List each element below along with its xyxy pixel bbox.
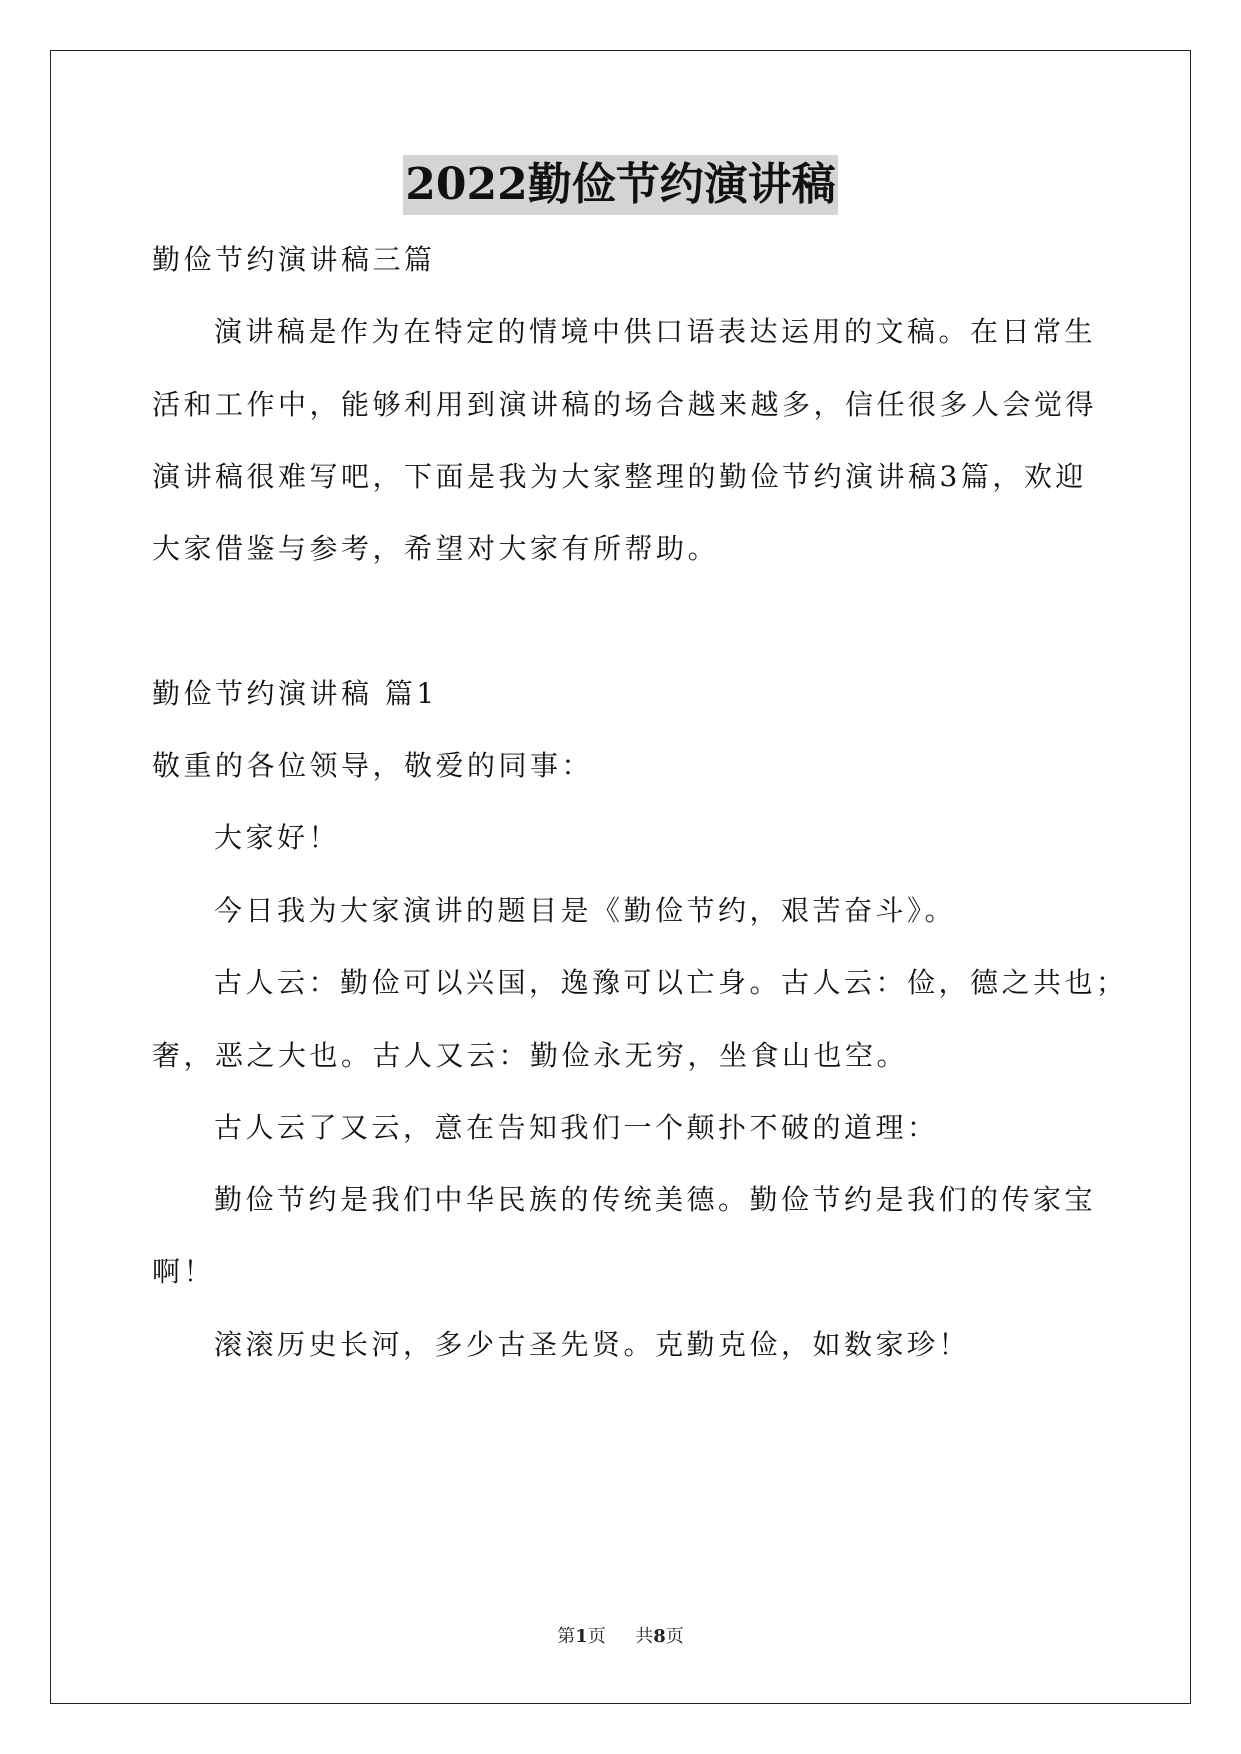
document-title: 2022勤俭节约演讲稿 xyxy=(403,155,837,215)
page-prefix: 第 xyxy=(557,1626,576,1647)
section-heading: 勤俭节约演讲稿 篇1 xyxy=(152,677,438,710)
page-suffix: 页 xyxy=(587,1626,606,1647)
body-line-3: 奢，恶之大也。古人又云：勤俭永无穷，坐食山也空。 xyxy=(152,1039,909,1072)
intro-line-3: 演讲稿很难写吧，下面是我为大家整理的勤俭节约演讲稿3篇，欢迎 xyxy=(152,460,1087,493)
page-indicator xyxy=(557,1625,606,1649)
total-suffix: 页 xyxy=(665,1626,684,1647)
body-line-2: 古人云：勤俭可以兴国，逸豫可以亡身。古人云：俭，德之共也； xyxy=(214,966,1128,999)
page-border xyxy=(50,50,1191,1704)
title-container xyxy=(0,155,1241,215)
intro-line-1: 演讲稿是作为在特定的情境中供口语表达运用的文稿。在日常生 xyxy=(214,315,1097,348)
salutation: 敬重的各位领导，敬爱的同事： xyxy=(152,749,594,782)
intro-line-4: 大家借鉴与参考，希望对大家有所帮助。 xyxy=(152,532,720,565)
total-prefix: 共 xyxy=(635,1626,654,1647)
total-pages-indicator xyxy=(635,1625,684,1649)
page-number: 1 xyxy=(575,1626,588,1647)
body-line-7: 滚滚历史长河，多少古圣先贤。克勤克俭，如数家珍！ xyxy=(214,1328,971,1361)
total-pages: 8 xyxy=(653,1626,666,1647)
body-line-6: 啊！ xyxy=(152,1255,216,1288)
greeting: 大家好！ xyxy=(214,821,341,854)
body-line-1: 今日我为大家演讲的题目是《勤俭节约，艰苦奋斗》。 xyxy=(214,894,957,927)
body-line-5: 勤俭节约是我们中华民族的传统美德。勤俭节约是我们的传家宝 xyxy=(214,1183,1097,1216)
document-subtitle: 勤俭节约演讲稿三篇 xyxy=(152,243,436,276)
body-line-4: 古人云了又云，意在告知我们一个颠扑不破的道理： xyxy=(214,1111,939,1144)
intro-line-2: 活和工作中，能够利用到演讲稿的场合越来越多，信任很多人会觉得 xyxy=(152,388,1098,421)
page-footer xyxy=(0,1625,1241,1649)
